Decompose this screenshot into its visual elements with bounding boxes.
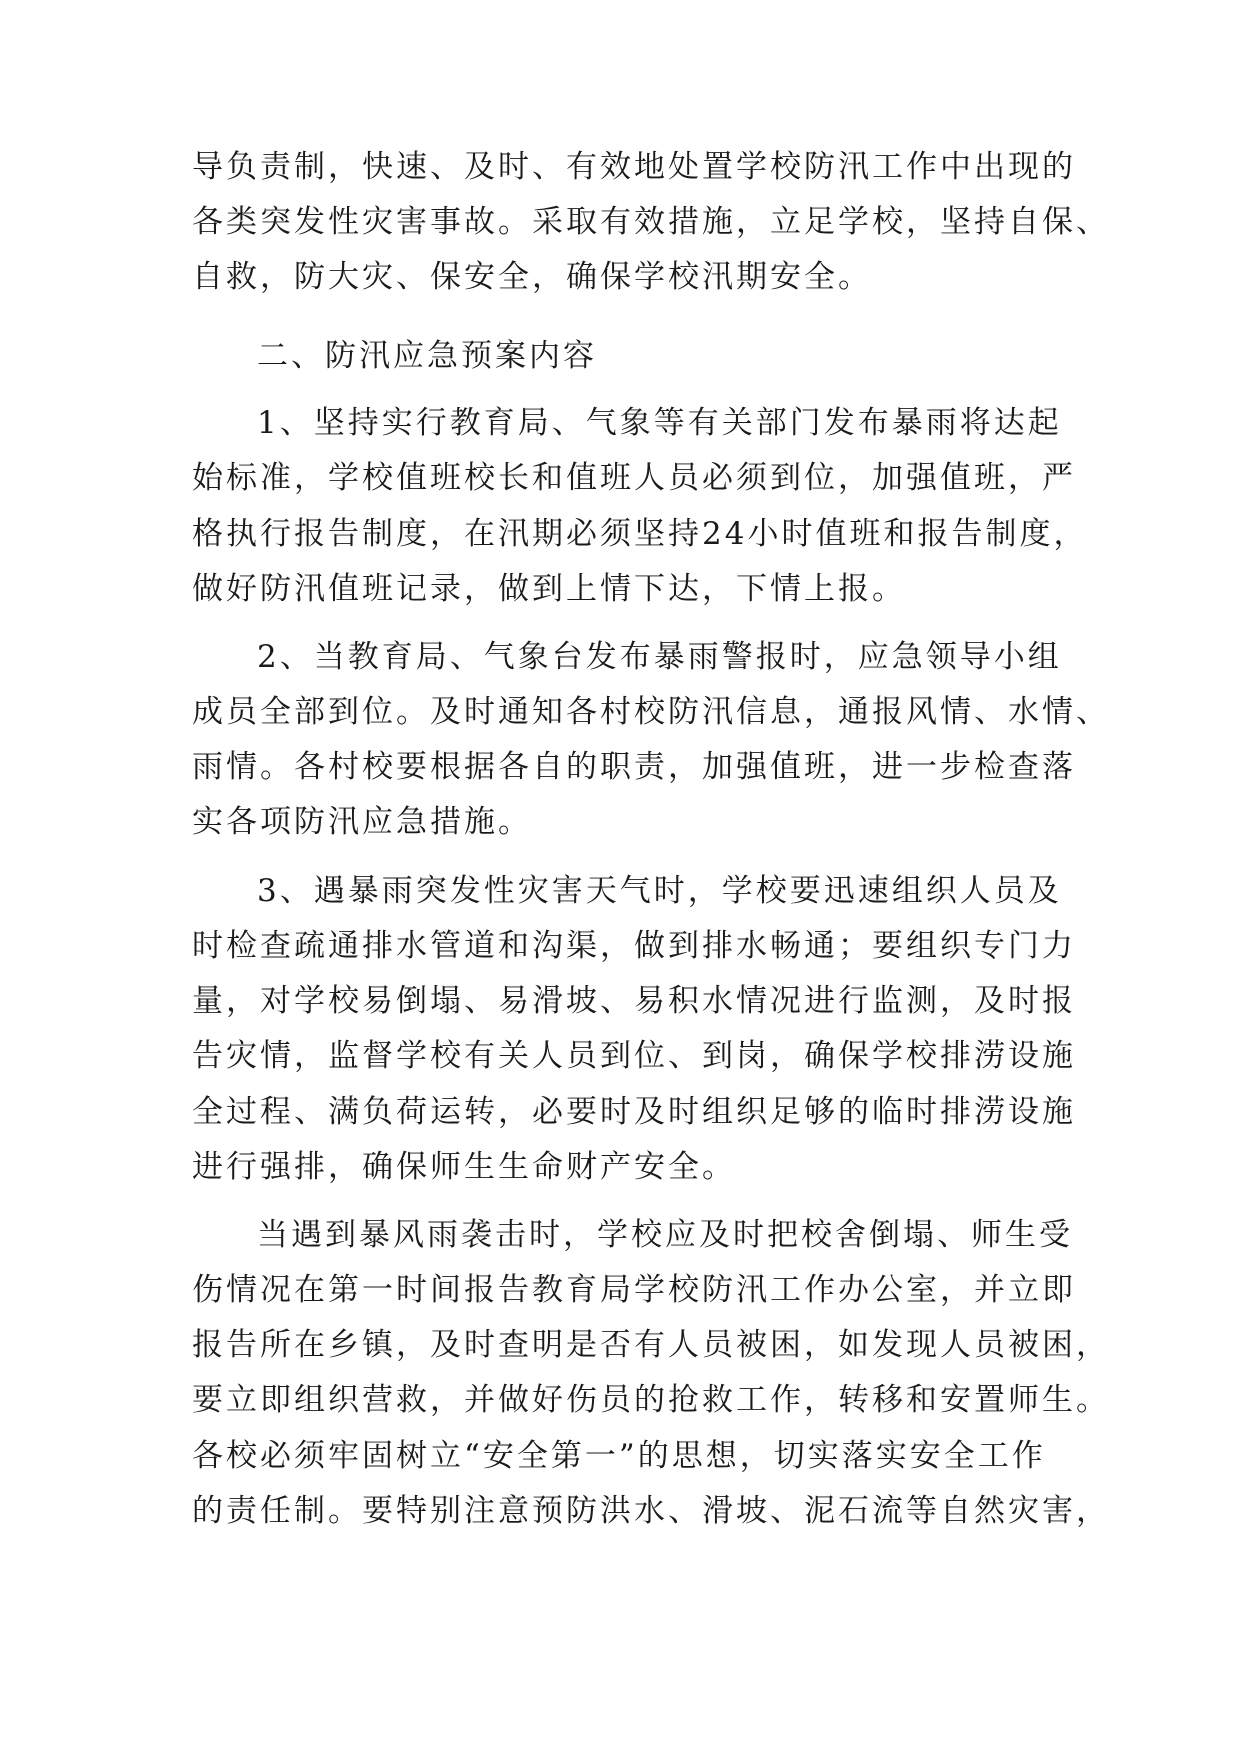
text-line: 自救，防大灾、保安全，确保学校汛期安全。: [192, 259, 872, 295]
text-line: 量，对学校易倒塌、易滑坡、易积水情况进行监测，及时报: [192, 983, 1076, 1019]
text-line: 雨情。各村校要根据各自的职责，加强值班，进一步检查落: [192, 749, 1076, 785]
section-heading: 二、防汛应急预案内容: [257, 338, 597, 374]
text-line: 伤情况在第一时间报告教育局学校防汛工作办公室，并立即: [192, 1272, 1076, 1308]
text-line: 格执行报告制度，在汛期必须坚持24小时值班和报告制度，: [192, 516, 1088, 552]
text-line: 时检查疏通排水管道和沟渠，做到排水畅通；要组织专门力: [192, 928, 1076, 964]
text-line: 始标准，学校值班校长和值班人员必须到位，加强值班，严: [192, 460, 1076, 496]
text-line: 各校必须牢固树立“安全第一”的思想，切实落实安全工作: [192, 1438, 1046, 1474]
text-line: 3、遇暴雨突发性灾害天气时，学校要迅速组织人员及: [257, 873, 1062, 909]
text-line: 各类突发性灾害事故。采取有效措施，立足学校，坚持自保、: [192, 204, 1110, 240]
text-line: 做好防汛值班记录，做到上情下达，下情上报。: [192, 571, 906, 607]
text-line: 导负责制，快速、及时、有效地处置学校防汛工作中出现的: [192, 149, 1076, 185]
text-line: 2、当教育局、气象台发布暴雨警报时，应急领导小组: [257, 639, 1062, 675]
text-line: 要立即组织营救，并做好伤员的抢救工作，转移和安置师生。: [192, 1382, 1110, 1418]
text-line: 报告所在乡镇，及时查明是否有人员被困，如发现人员被困，: [192, 1327, 1110, 1363]
text-line: 进行强排，确保师生生命财产安全。: [192, 1149, 736, 1185]
text-line: 当遇到暴风雨袭击时，学校应及时把校舍倒塌、师生受: [257, 1217, 1073, 1253]
text-line: 实各项防汛应急措施。: [192, 804, 532, 840]
text-line: 成员全部到位。及时通知各村校防汛信息，通报风情、水情、: [192, 694, 1110, 730]
text-line: 的责任制。要特别注意预防洪水、滑坡、泥石流等自然灾害，: [192, 1493, 1110, 1529]
text-line: 1、坚持实行教育局、气象等有关部门发布暴雨将达起: [257, 405, 1062, 441]
text-line: 告灾情，监督学校有关人员到位、到岗，确保学校排涝设施: [192, 1038, 1076, 1074]
text-line: 全过程、满负荷运转，必要时及时组织足够的临时排涝设施: [192, 1094, 1076, 1130]
